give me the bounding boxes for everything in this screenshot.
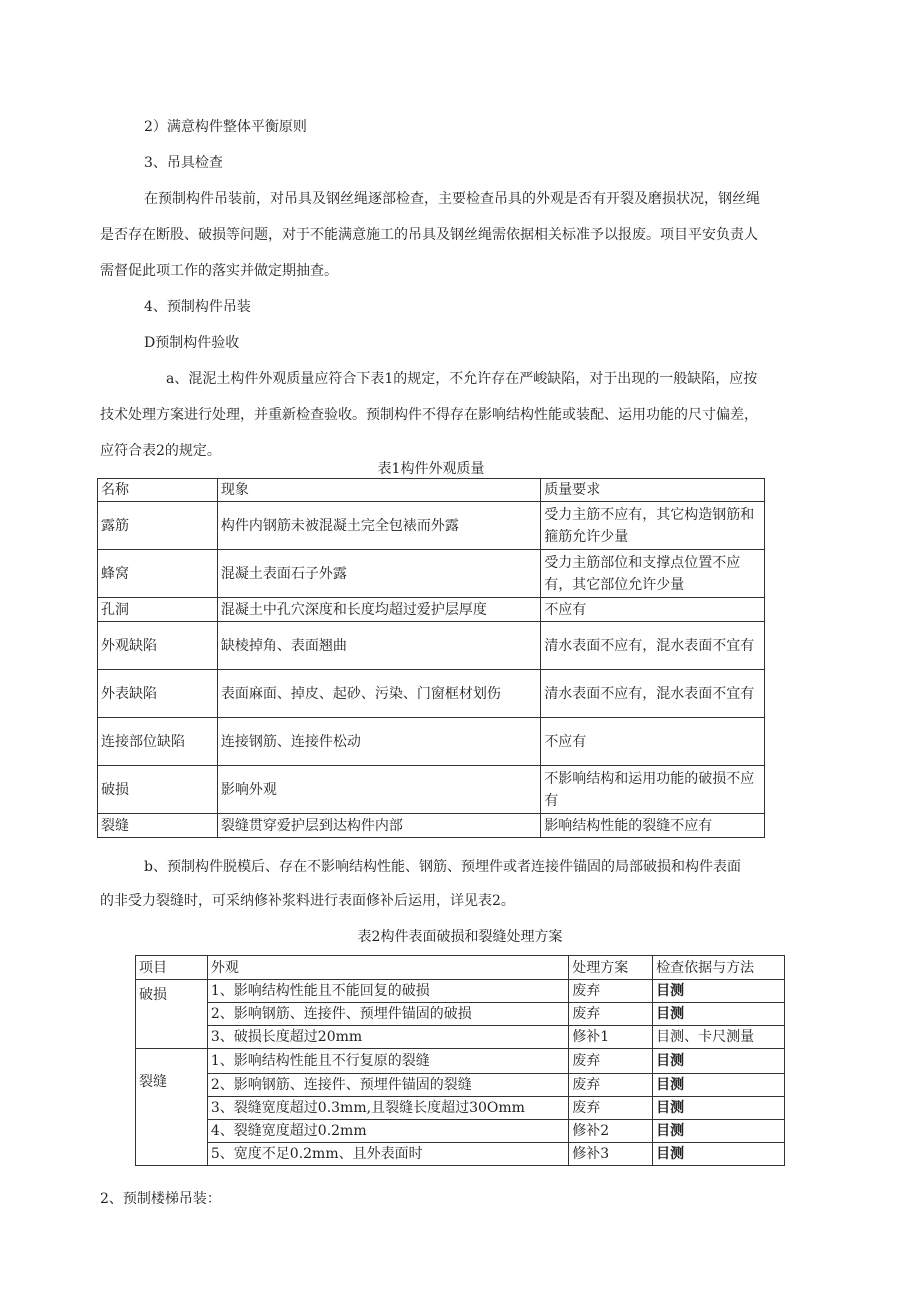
table1-cell: 蜂窝 [98, 550, 218, 598]
table1-cell: 破损 [98, 766, 218, 814]
heading-precast-acceptance: D预制构件验收 [144, 335, 240, 351]
table1-cell: 连接部位缺陷 [98, 718, 218, 766]
table2-cell: 废弃 [569, 1003, 653, 1026]
rigging-paragraph-line-3: 需督促此项工作的落实并做定期抽查。 [100, 263, 338, 279]
table2-cell: 修补1 [569, 1026, 653, 1049]
table-row [136, 1003, 785, 1026]
table1-cell: 混凝土表面石子外露 [217, 550, 540, 598]
heading-precast-stair-hoisting: 2、预制楼梯吊装： [100, 1191, 221, 1207]
table-row [136, 1143, 785, 1166]
table2-cell: 废弃 [569, 1097, 653, 1120]
table1-cell: 外观缺陷 [98, 622, 218, 670]
table2-header-appearance: 外观 [207, 956, 568, 980]
table-row [136, 980, 785, 1003]
table-row [136, 1074, 785, 1097]
table1-cell: 混凝土中孔穴深度和长度均超过爱护层厚度 [217, 598, 540, 622]
table2-cell: 2、影响钢筋、连接件、预埋件锚固的破损 [207, 1003, 568, 1026]
table1-cell: 受力主筋不应有，其它构造钢筋和箍筋允许少量 [541, 502, 765, 550]
table1-cell: 受力主筋部位和支撑点位置不应有，其它部位允许少量 [541, 550, 765, 598]
table1-cell: 影响外观 [217, 766, 540, 814]
table2-header-row [136, 956, 785, 980]
table2-cell: 废弃 [569, 980, 653, 1003]
table2-header-treatment: 处理方案 [569, 956, 653, 980]
table-row [136, 1097, 785, 1120]
table-row [98, 502, 765, 550]
table2-cell: 废弃 [569, 1049, 653, 1074]
acceptance-paragraph-line-1: a、混泥土构件外观质量应符合下表1的规定，不允许存在严峻缺陷，对于出现的一般缺陷，应按 [166, 371, 758, 387]
table1-cell: 清水表面不应有，混水表面不宜有 [541, 622, 765, 670]
table1-cell: 不应有 [541, 718, 765, 766]
acceptance-paragraph-line-3: 应符合表2的规定。 [100, 443, 221, 459]
table2-cell: 1、影响结构性能且不能回复的破损 [207, 980, 568, 1003]
table-row [98, 670, 765, 718]
table1-cell: 裂缝贯穿爱护层到达构件内部 [217, 814, 540, 838]
table2-group-damage: 破损 [136, 980, 208, 1049]
heading-rigging-inspection: 3、吊具检查 [144, 155, 223, 171]
table-row [98, 622, 765, 670]
table2-damage-crack-treatment [135, 955, 785, 1166]
table1-header-phenomenon: 现象 [217, 479, 540, 502]
table1-header-row [98, 479, 765, 502]
item-2-balance-principle: 2）满意构件整体平衡原则 [144, 119, 307, 135]
table-row [98, 550, 765, 598]
table1-cell: 裂缝 [98, 814, 218, 838]
table-row [98, 814, 765, 838]
table2-cell: 修补2 [569, 1120, 653, 1143]
table1-cell: 清水表面不应有，混水表面不宜有 [541, 670, 765, 718]
table2-cell: 3、破损长度超过20mm [207, 1026, 568, 1049]
table1-cell: 不应有 [541, 598, 765, 622]
table2-cell: 目测 [653, 1143, 785, 1166]
table2-cell: 目测 [653, 1074, 785, 1097]
rigging-paragraph-line-1: 在预制构件吊装前，对吊具及钢丝绳逐部检查，主要检查吊具的外观是否有开裂及磨损状况，钢丝绳 [144, 191, 760, 207]
table1-cell: 孔洞 [98, 598, 218, 622]
table-row [136, 1120, 785, 1143]
table2-cell: 修补3 [569, 1143, 653, 1166]
table2-cell: 2、影响钢筋、连接件、预埋件锚固的裂缝 [207, 1074, 568, 1097]
table1-caption: 表1构件外观质量 [377, 461, 485, 477]
rigging-paragraph-line-2: 是否存在断股、破损等问题，对于不能满意施工的吊具及钢丝绳需依据相关标准予以报废。项目平安负责人 [100, 227, 758, 243]
table2-cell: 目测、卡尺测量 [653, 1026, 785, 1049]
table-row [98, 766, 765, 814]
table2-header-item: 项目 [136, 956, 208, 980]
table1-cell: 不影响结构和运用功能的破损不应有 [541, 766, 765, 814]
table-row [98, 718, 765, 766]
table2-cell: 目测 [653, 980, 785, 1003]
table2-cell: 废弃 [569, 1074, 653, 1097]
table2-cell: 目测 [653, 1097, 785, 1120]
table-row [136, 1026, 785, 1049]
repair-paragraph-line-2: 的非受力裂缝时，可采纳修补浆料进行表面修补后运用，详见表2。 [100, 893, 515, 909]
table2-caption: 表2构件表面破损和裂缝处理方案 [357, 929, 563, 945]
table1-cell: 缺棱掉角、表面翘曲 [217, 622, 540, 670]
table2-header-method: 检查依据与方法 [653, 956, 785, 980]
acceptance-paragraph-line-2: 技术处理方案进行处理，并重新检查验收。预制构件不得存在影响结构性能或装配、运用功能的尺寸偏差， [100, 407, 758, 423]
table2-cell: 1、影响结构性能且不行复原的裂缝 [207, 1049, 568, 1074]
table1-cell: 表面麻面、掉皮、起砂、污染、门窗框材划伤 [217, 670, 540, 718]
table1-cell: 外表缺陷 [98, 670, 218, 718]
table2-cell: 4、裂缝宽度超过0.2mm [207, 1120, 568, 1143]
table2-cell: 5、宽度不足0.2mm、且外表面时 [207, 1143, 568, 1166]
table1-header-name: 名称 [98, 479, 218, 502]
table1-cell: 连接钢筋、连接件松动 [217, 718, 540, 766]
table-row [136, 1049, 785, 1074]
table2-cell: 目测 [653, 1003, 785, 1026]
table1-appearance-quality [97, 478, 765, 838]
table2-cell: 目测 [653, 1049, 785, 1074]
heading-precast-hoisting: 4、预制构件吊装 [144, 299, 251, 315]
table1-header-requirement: 质量要求 [541, 479, 765, 502]
table-row [98, 598, 765, 622]
repair-paragraph-line-1: b、预制构件脱模后、存在不影响结构性能、钢筋、预埋件或者连接件锚固的局部破损和构件表面 [144, 859, 741, 875]
table1-cell: 影响结构性能的裂缝不应有 [541, 814, 765, 838]
table2-group-crack: 裂缝 [136, 1049, 208, 1166]
table2-cell: 3、裂缝宽度超过0.3mm,且裂缝长度超过30Omm [207, 1097, 568, 1120]
table1-cell: 构件内钢筋未被混凝土完全包裱而外露 [217, 502, 540, 550]
table2-cell: 目测 [653, 1120, 785, 1143]
table1-cell: 露筋 [98, 502, 218, 550]
